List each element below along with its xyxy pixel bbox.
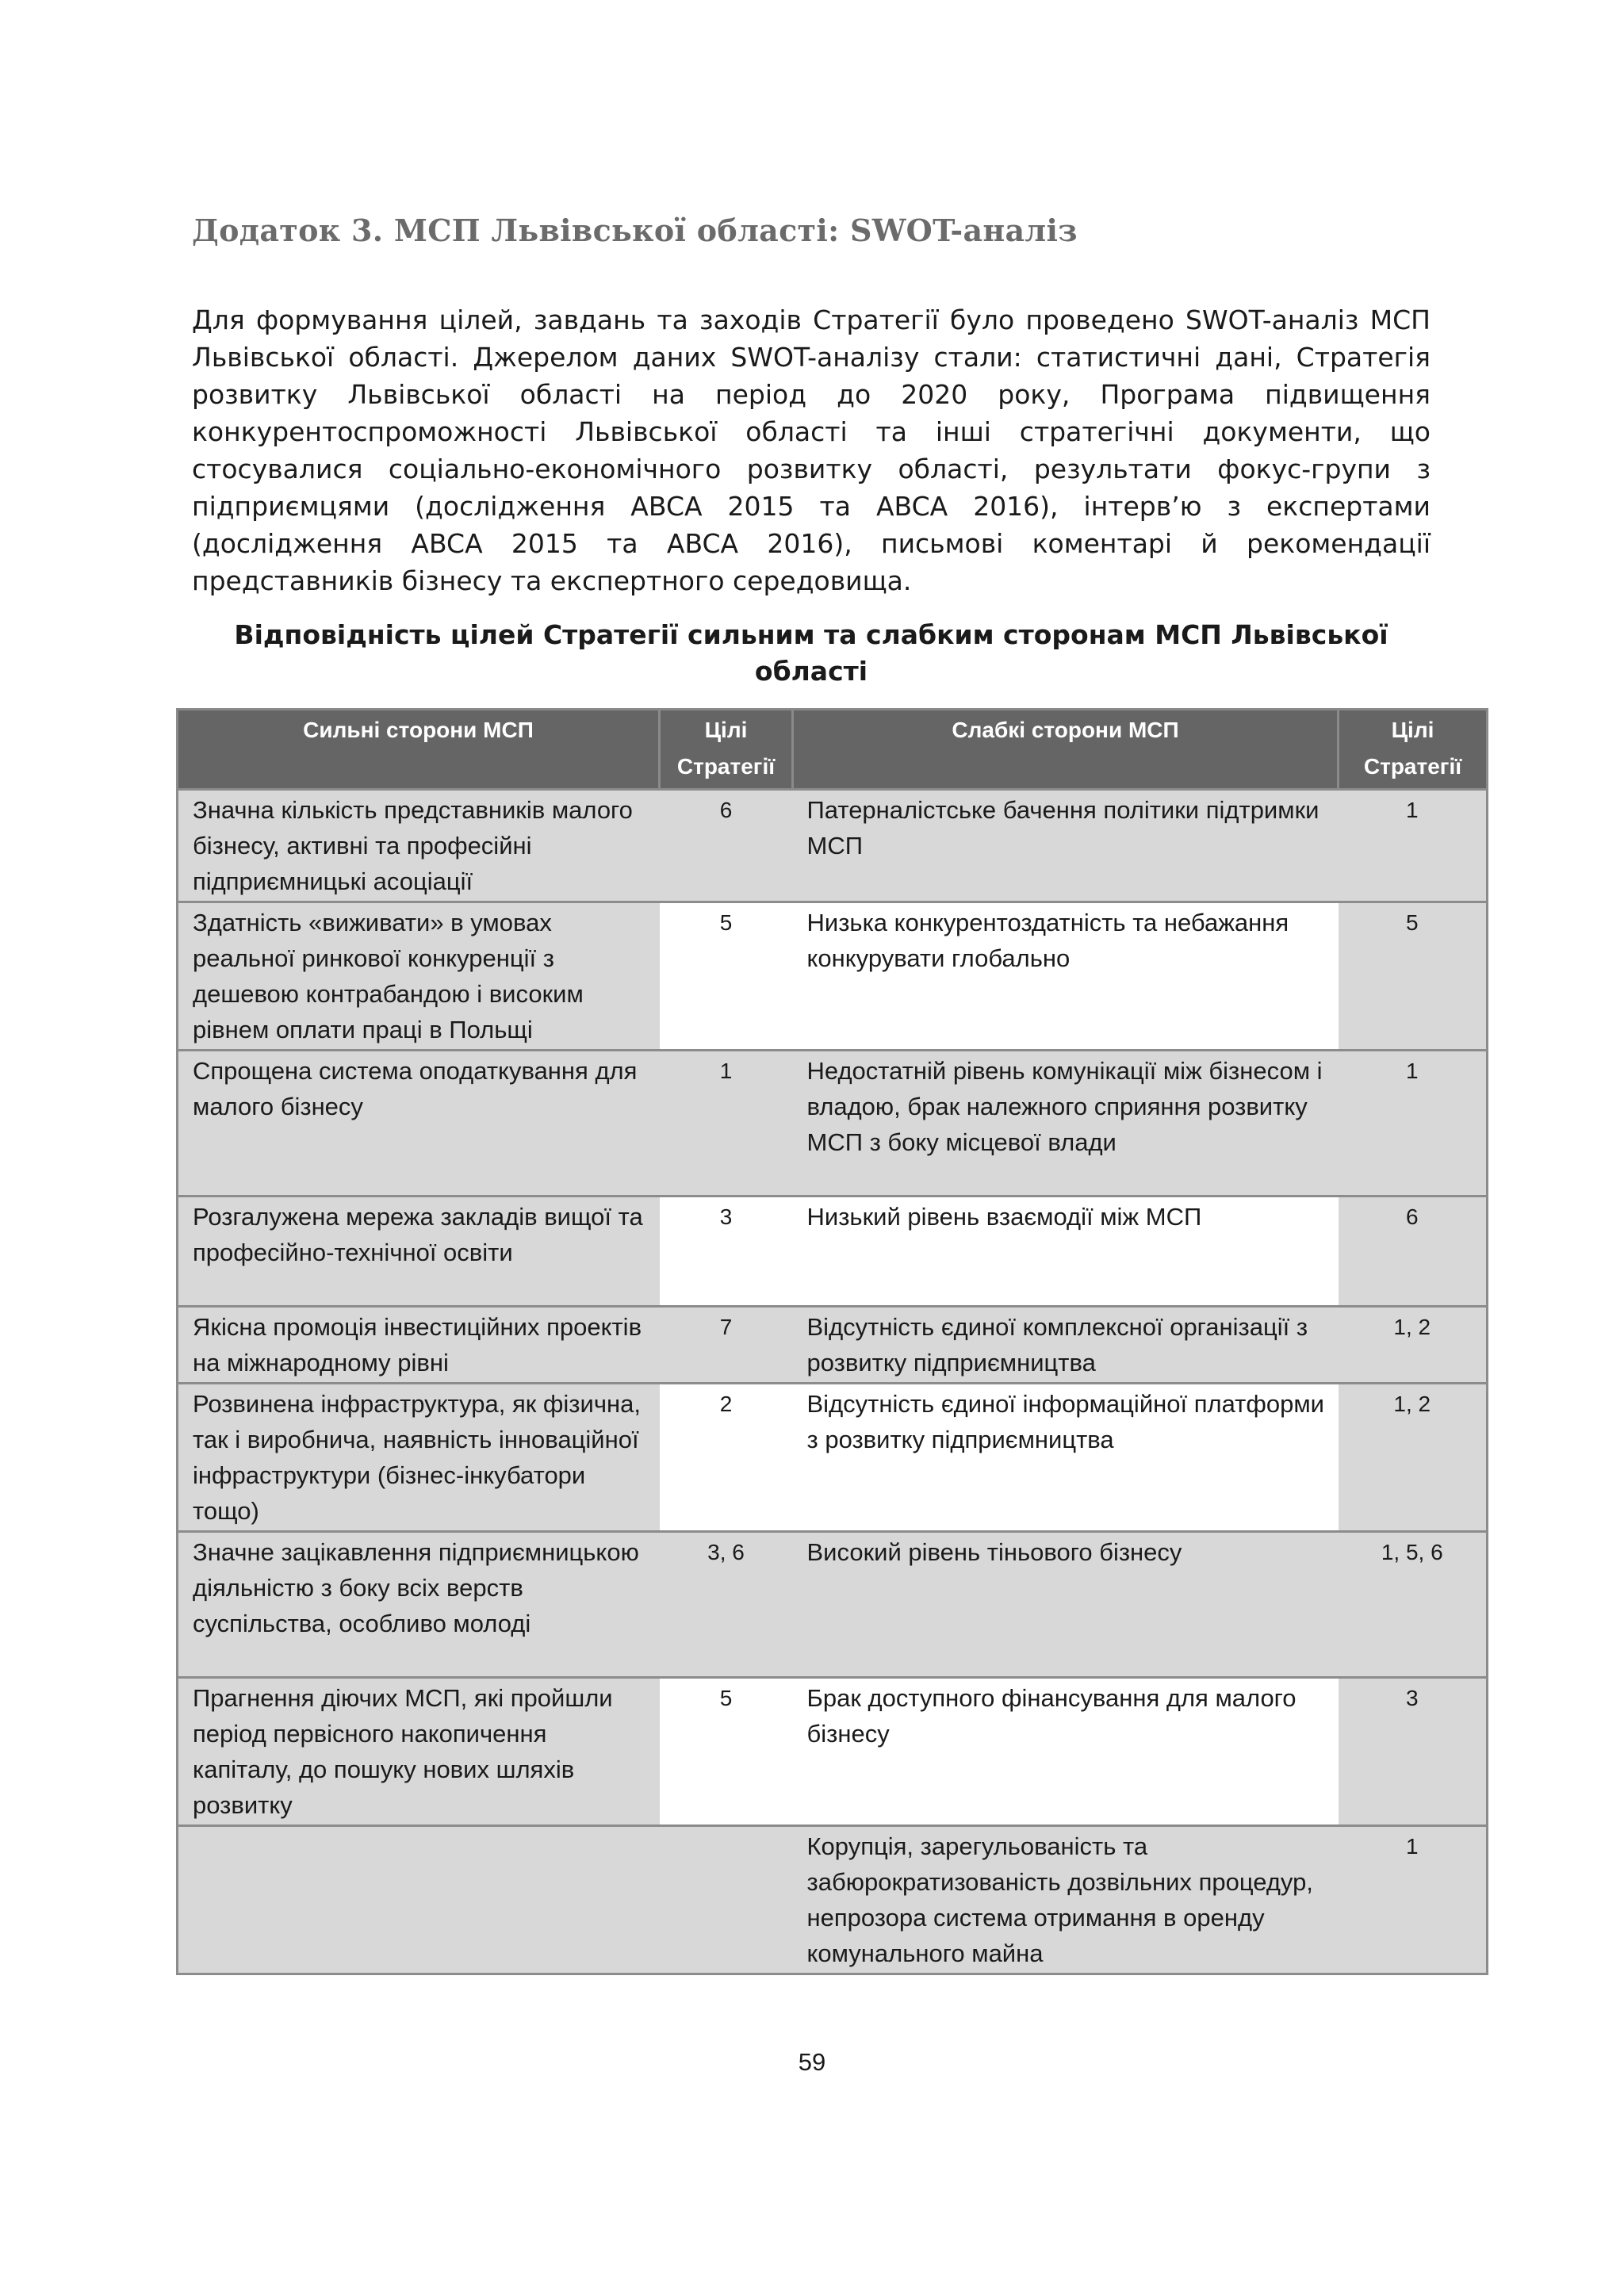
strength-cell	[178, 1826, 660, 1974]
strength-cell: Значне зацікавлення підприємницькою діяльністю з боку всіх верств суспільства, особливо молоді	[178, 1532, 660, 1678]
strength-goals-cell: 1	[660, 1051, 793, 1197]
strength-cell: Розгалужена мережа закладів вищої та професійно-технічної освіти	[178, 1197, 660, 1307]
table-row	[178, 1307, 1488, 1384]
strength-cell: Прагнення діючих МСП, які пройшли період первісного накопичення капіталу, до пошуку нових шляхів розвитку	[178, 1678, 660, 1826]
page-number: 59	[798, 2048, 826, 2076]
weakness-goals-cell: 6	[1339, 1197, 1488, 1307]
strength-goals-cell: 6	[660, 790, 793, 902]
weakness-goals-cell: 1	[1339, 790, 1488, 902]
weakness-cell: Відсутність єдиної комплексної організації з розвитку підприємництва	[793, 1307, 1339, 1384]
weakness-goals-cell: 1	[1339, 1051, 1488, 1197]
strength-cell: Якісна промоція інвестиційних проектів на міжнародному рівні	[178, 1307, 660, 1384]
strength-goals-cell: 7	[660, 1307, 793, 1384]
weakness-goals-cell: 1	[1339, 1826, 1488, 1974]
strength-cell: Значна кількість представників малого бізнесу, активні та професійні підприємницькі асоціації	[178, 790, 660, 902]
weakness-cell: Недостатній рівень комунікації між бізнесом і владою, брак належного сприяння розвитку МСП з боку місцевої влади	[793, 1051, 1339, 1197]
header-weaknesses-goals: Цілі Стратегії	[1339, 710, 1488, 790]
weakness-goals-cell: 1, 2	[1339, 1384, 1488, 1532]
appendix-heading: Додаток 3. МСП Львівської області: SWOT-аналіз	[192, 213, 1078, 248]
weakness-cell: Брак доступного фінансування для малого бізнесу	[793, 1678, 1339, 1826]
header-strengths: Сильні сторони МСП	[178, 710, 660, 790]
table-row	[178, 1826, 1488, 1974]
weakness-goals-cell: 5	[1339, 902, 1488, 1051]
table-row	[178, 790, 1488, 902]
weakness-goals-cell: 1, 5, 6	[1339, 1532, 1488, 1678]
swot-table	[176, 708, 1488, 1975]
table-row	[178, 902, 1488, 1051]
weakness-cell: Відсутність єдиної інформаційної платформи з розвитку підприємництва	[793, 1384, 1339, 1532]
strength-goals-cell: 3, 6	[660, 1532, 793, 1678]
weakness-goals-cell: 3	[1339, 1678, 1488, 1826]
header-strengths-goals: Цілі Стратегії	[660, 710, 793, 790]
table-row	[178, 1532, 1488, 1678]
table-row	[178, 1384, 1488, 1532]
weakness-cell: Патерналістське бачення політики підтримки МСП	[793, 790, 1339, 902]
table-row	[178, 1197, 1488, 1307]
weakness-cell: Низький рівень взаємодії між МСП	[793, 1197, 1339, 1307]
weakness-cell: Корупція, зарегульованість та забюрократизованість дозвільних процедур, непрозора система отримання в оренду комунального майна	[793, 1826, 1339, 1974]
table-row	[178, 1051, 1488, 1197]
strength-goals-cell: 3	[660, 1197, 793, 1307]
table-header-row	[178, 710, 1488, 790]
table-row	[178, 1678, 1488, 1826]
weakness-goals-cell: 1, 2	[1339, 1307, 1488, 1384]
intro-paragraph: Для формування цілей, завдань та заходів Стратегії було проведено SWOT-аналіз МСП Львівської області. Джерелом даних SWOT-аналізу стали: статистичні дані, Стратегія розвитку Львівської області на період до 2020 року, Програма підвищення конкурентоспроможності Львівської області та інші стратегічні документи, що стосувалися соціально-економічного розвитку області, результати фокус-групи з підприємцями (дослідження ABCA 2015 та ABCA 2016), інтерв’ю з експертами (дослідження ABCA 2015 та ABCA 2016), письмові коментарі й рекомендації представників бізнесу та експертного середовища.	[192, 304, 1431, 596]
strength-goals-cell: 5	[660, 1678, 793, 1826]
strength-goals-cell	[660, 1826, 793, 1974]
weakness-cell: Низька конкурентоздатність та небажання конкурувати глобально	[793, 902, 1339, 1051]
strength-goals-cell: 2	[660, 1384, 793, 1532]
table-caption: Відповідність цілей Стратегії сильним та слабким сторонам МСП Львівської області	[234, 619, 1388, 687]
strength-goals-cell: 5	[660, 902, 793, 1051]
header-weaknesses: Слабкі сторони МСП	[793, 710, 1339, 790]
weakness-cell: Високий рівень тіньового бізнесу	[793, 1532, 1339, 1678]
strength-cell: Здатність «виживати» в умовах реальної ринкової конкуренції з дешевою контрабандою і високим рівнем оплати праці в Польщі	[178, 902, 660, 1051]
strength-cell: Спрощена система оподаткування для малого бізнесу	[178, 1051, 660, 1197]
strength-cell: Розвинена інфраструктура, як фізична, так і виробнича, наявність інноваційної інфраструктури (бізнес-інкубатори тощо)	[178, 1384, 660, 1532]
